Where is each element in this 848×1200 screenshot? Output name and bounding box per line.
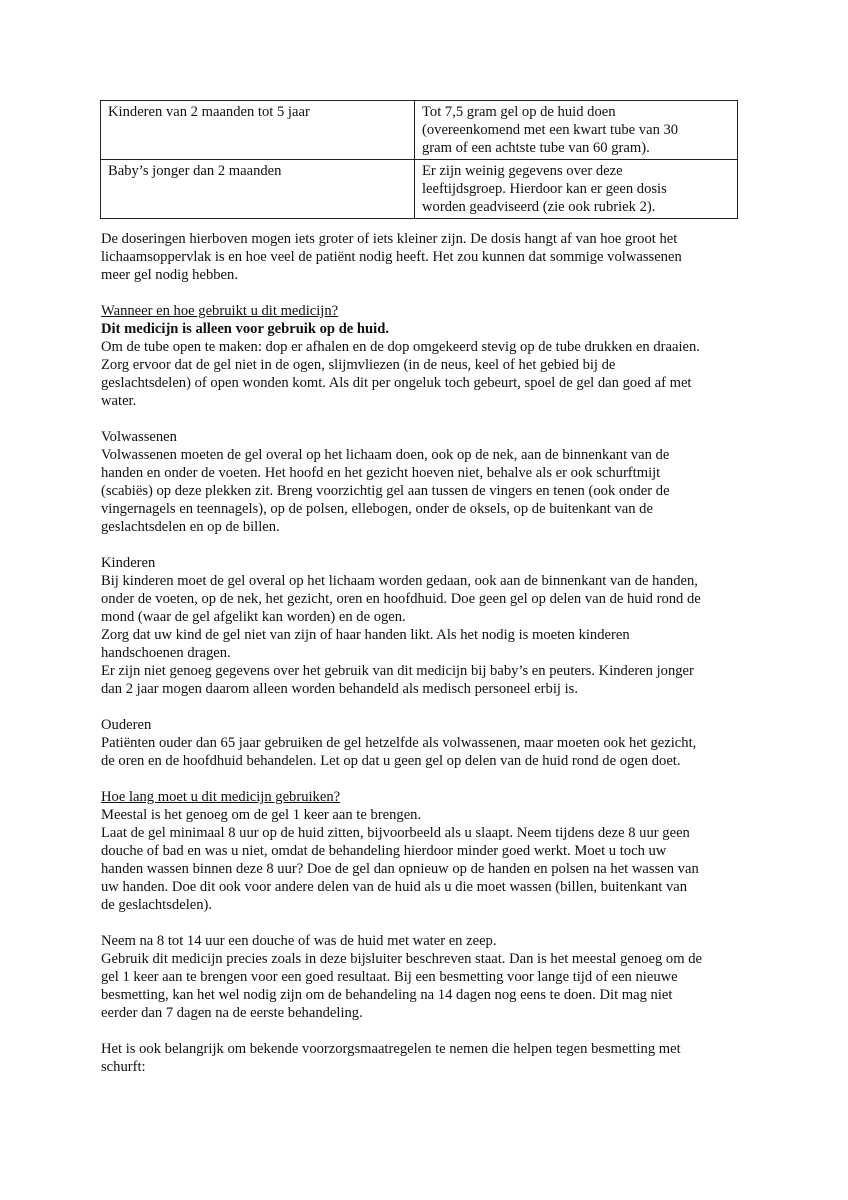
text-line: gel 1 keer aan te brengen voor een goed resultaat. Bij een besmetting voor lange tijd of een nieuwe bbox=[101, 969, 678, 985]
usage-heading: Wanneer en hoe gebruikt u dit medicijn? bbox=[101, 303, 339, 319]
text-line: de geslachtsdelen). bbox=[101, 897, 213, 913]
text-line: Bij kinderen moet de gel overal op het lichaam worden gedaan, ook aan de binnenkant van de handen, bbox=[101, 573, 698, 589]
text-line: uw handen. Doe dit ook voor andere delen van de huid als u die moet wassen (billen, buitenkant van bbox=[101, 879, 688, 895]
adults-heading: Volwassenen bbox=[101, 429, 177, 445]
text-line: leeftijdsgroep. Hierdoor kan er geen dosis bbox=[422, 181, 667, 197]
dose-cell bbox=[415, 160, 738, 219]
text-line: De doseringen hierboven mogen iets groter of iets kleiner zijn. De dosis hangt af van hoe groot het bbox=[101, 231, 678, 247]
text-line: Laat de gel minimaal 8 uur op de huid zitten, bijvoorbeeld als u slaapt. Neem tijdens deze 8 uur geen bbox=[101, 825, 690, 841]
adults-section bbox=[101, 428, 756, 536]
text-line: Er zijn niet genoeg gegevens over het gebruik van dit medicijn bij baby’s en peuters. Kinderen jonger bbox=[101, 663, 694, 679]
text-line: Volwassenen moeten de gel overal op het lichaam doen, ook op de nek, aan de binnenkant van de bbox=[101, 447, 670, 463]
text-line: worden geadviseerd (zie ook rubriek 2). bbox=[422, 199, 656, 215]
precautions-paragraph bbox=[101, 1040, 756, 1076]
text-line: Het is ook belangrijk om bekende voorzorgsmaatregelen te nemen die helpen tegen besmetting met bbox=[101, 1041, 681, 1057]
shower-paragraph bbox=[101, 932, 756, 1022]
age-group-cell bbox=[101, 160, 415, 219]
text-line: Baby’s jonger dan 2 maanden bbox=[108, 163, 282, 179]
dose-cell bbox=[415, 101, 738, 160]
duration-heading: Hoe lang moet u dit medicijn gebruiken? bbox=[101, 789, 341, 805]
text-line: Tot 7,5 gram gel op de huid doen bbox=[422, 104, 616, 120]
elderly-section bbox=[101, 716, 756, 770]
text-line: schurft: bbox=[101, 1059, 146, 1075]
intro-paragraph bbox=[101, 230, 756, 284]
age-group-cell bbox=[101, 101, 415, 160]
text-line: Er zijn weinig gegevens over deze bbox=[422, 163, 623, 179]
text-line: meer gel nodig hebben. bbox=[101, 267, 238, 283]
text-line: eerder dan 7 dagen na de eerste behandeling. bbox=[101, 1005, 363, 1021]
text-line: geslachtsdelen en op de billen. bbox=[101, 519, 280, 535]
text-line: handschoenen dragen. bbox=[101, 645, 231, 661]
table-row bbox=[101, 160, 738, 219]
text-line: Patiënten ouder dan 65 jaar gebruiken de gel hetzelfde als volwassenen, maar moeten ook het gezicht, bbox=[101, 735, 697, 751]
text-line: vingernagels en teennagels), op de polsen, ellebogen, onder de oksels, op de buitenkant van de bbox=[101, 501, 653, 517]
text-line: besmetting, kan het wel nodig zijn om de behandeling na 14 dagen nog eens te doen. Dit mag niet bbox=[101, 987, 673, 1003]
text-line: gram of een achtste tube van 60 gram). bbox=[422, 140, 650, 156]
text-line: Gebruik dit medicijn precies zoals in deze bijsluiter beschreven staat. Dan is het meestal genoeg om de bbox=[101, 951, 702, 967]
text-line: handen wassen binnen deze 8 uur? Doe de gel dan opnieuw op de handen en polsen na het wassen van bbox=[101, 861, 699, 877]
text-line: (scabiës) op deze plekken zit. Breng voorzichtig gel aan tussen de vingers en tenen (ook onder de bbox=[101, 483, 670, 499]
usage-section bbox=[101, 302, 756, 410]
text-line: water. bbox=[101, 393, 137, 409]
document-body bbox=[101, 230, 756, 1094]
text-line: lichaamsoppervlak is en hoe veel de patiënt nodig heeft. Het zou kunnen dat sommige volwassenen bbox=[101, 249, 682, 265]
text-line: Om de tube open te maken: dop er afhalen en de dop omgekeerd stevig op de tube drukken en draaien. bbox=[101, 339, 700, 355]
children-section bbox=[101, 554, 756, 698]
text-line: Zorg dat uw kind de gel niet van zijn of haar handen likt. Als het nodig is moeten kinderen bbox=[101, 627, 630, 643]
dosage-table bbox=[100, 100, 738, 219]
usage-warning: Dit medicijn is alleen voor gebruik op de huid. bbox=[101, 321, 389, 337]
text-line: handen en onder de voeten. Het hoofd en het gezicht hoeven niet, behalve als er ook schurftmijt bbox=[101, 465, 661, 481]
text-line: mond (waar de gel afgelikt kan worden) en de ogen. bbox=[101, 609, 406, 625]
text-line: dan 2 jaar mogen daarom alleen worden behandeld als medisch personeel erbij is. bbox=[101, 681, 578, 697]
text-line: onder de voeten, op de nek, het gezicht, oren en hoofdhuid. Doe geen gel op delen van de huid rond de bbox=[101, 591, 701, 607]
text-line: Zorg ervoor dat de gel niet in de ogen, slijmvliezen (in de neus, keel of het gebied bij de bbox=[101, 357, 616, 373]
text-line: (overeenkomend met een kwart tube van 30 bbox=[422, 122, 679, 138]
children-heading: Kinderen bbox=[101, 555, 156, 571]
table-row bbox=[101, 101, 738, 160]
text-line: de oren en de hoofdhuid behandelen. Let op dat u geen gel op delen van de huid rond de ogen doet. bbox=[101, 753, 681, 769]
text-line: Neem na 8 tot 14 uur een douche of was de huid met water en zeep. bbox=[101, 933, 497, 949]
text-line: Meestal is het genoeg om de gel 1 keer aan te brengen. bbox=[101, 807, 422, 823]
text-line: douche of bad en was u niet, omdat de behandeling hierdoor minder goed werkt. Moet u toch uw bbox=[101, 843, 667, 859]
duration-section bbox=[101, 788, 756, 914]
text-line: geslachtsdelen) of open wonden komt. Als dit per ongeluk toch gebeurt, spoel de gel dan goed af met bbox=[101, 375, 692, 391]
text-line: Kinderen van 2 maanden tot 5 jaar bbox=[108, 104, 310, 120]
elderly-heading: Ouderen bbox=[101, 717, 152, 733]
